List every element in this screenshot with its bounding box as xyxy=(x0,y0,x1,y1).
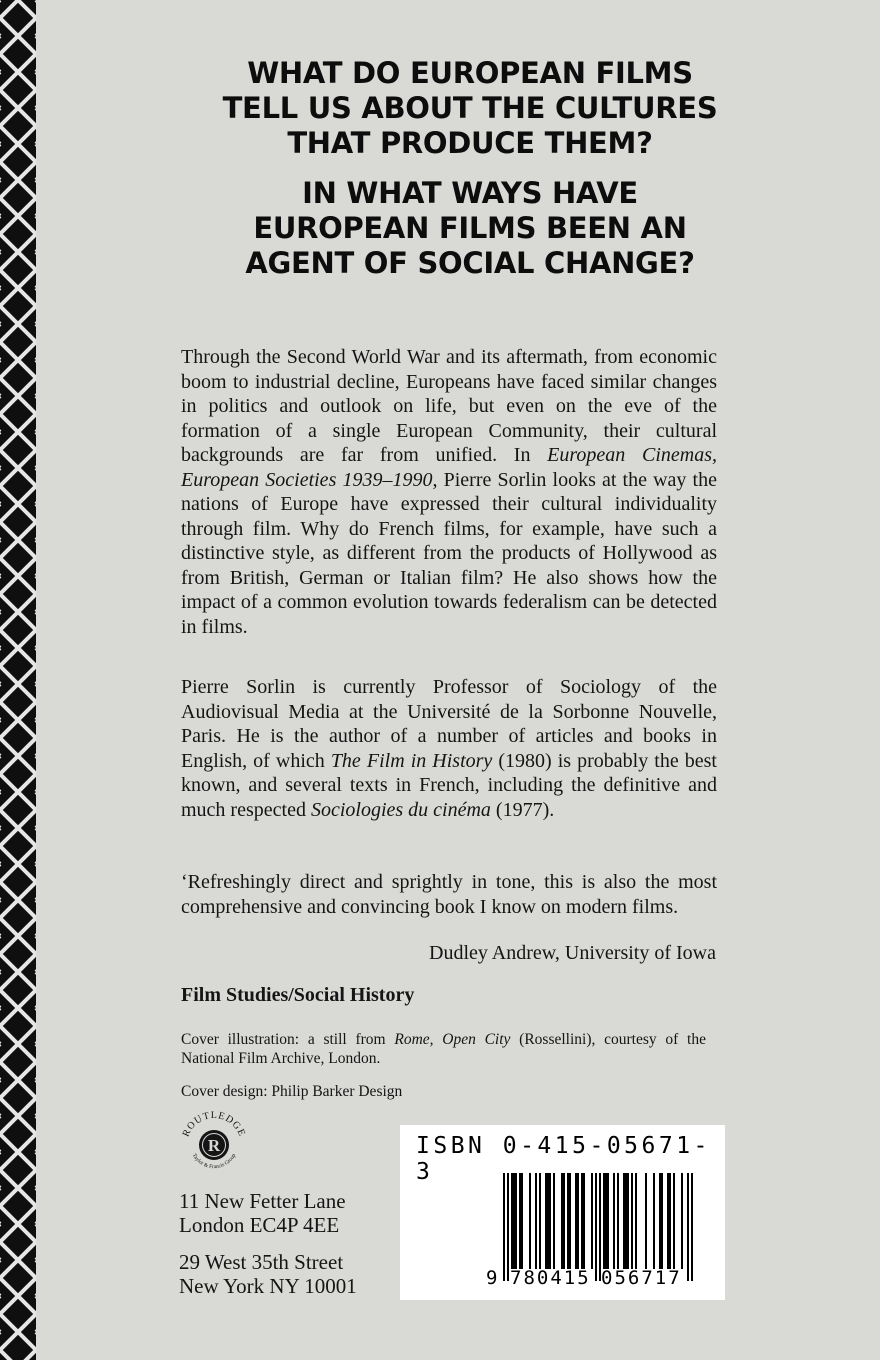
headline-1-line-1: WHAT DO EUROPEAN FILMS xyxy=(247,56,693,90)
barcode-bar xyxy=(687,1173,689,1281)
barcode-bar xyxy=(591,1173,593,1269)
barcode-bar xyxy=(605,1173,607,1269)
barcode-bar xyxy=(567,1173,569,1269)
barcode-bar xyxy=(529,1173,531,1269)
headline-question-1 xyxy=(60,56,880,161)
headline-2-line-2: EUROPEAN FILMS BEEN AN xyxy=(253,211,687,245)
cover-illustration-credit: Cover illustration: a still from Rome, Open City (Rossellini), courtesy of the National Film Archive, London. xyxy=(181,1031,706,1067)
logo-letter: R xyxy=(207,1136,221,1155)
barcode-bar xyxy=(661,1173,663,1269)
routledge-logo xyxy=(174,1105,254,1185)
isbn-label: ISBN 0-415-05671-3 xyxy=(416,1133,711,1185)
barcode-bar xyxy=(607,1173,609,1269)
work-title-sociologies: Sociologies du cinéma xyxy=(310,798,491,821)
barcode-bar xyxy=(503,1173,505,1281)
headline-2-line-1: IN WHAT WAYS HAVE xyxy=(302,176,638,210)
barcode-bar xyxy=(599,1173,601,1281)
barcode-bar xyxy=(511,1173,513,1269)
barcode-bar xyxy=(521,1173,523,1269)
barcode-bar xyxy=(547,1173,549,1269)
barcode-bar xyxy=(577,1173,579,1269)
barcode-bar xyxy=(535,1173,537,1269)
barcode-bar xyxy=(625,1173,627,1269)
barcode-bar xyxy=(623,1173,625,1269)
review-quote: ‘Refreshingly direct and sprightly in tone, this is also the most comprehensive and convincing book I know on modern films. xyxy=(181,871,717,918)
description-paragraph: Through the Second World War and its aftermath, from economic boom to industrial decline, Europeans have faced similar changes in politics and outlook on life, but even on the eve of the formation of a single European Community, their cultural backgrounds are far from unified. In European Cinemas, European Societies 1939–1990, Pierre Sorlin looks at the way the nations of Europe have expressed their cultural individuality through film. Why do French films, for example, have such a distinctive style, as different from the products of Hollywood as from British, German or Italian film? He also shows how the impact of a common evolution towards federalism can be detected in films. xyxy=(181,346,718,638)
barcode-bar xyxy=(539,1173,541,1269)
barcode-bar xyxy=(553,1173,555,1269)
barcode-bar xyxy=(595,1173,597,1281)
barcode-bar xyxy=(669,1173,671,1269)
barcode-bar xyxy=(635,1173,637,1269)
barcode-bar xyxy=(617,1173,619,1269)
logo-text: ROUTLEDGE xyxy=(180,1109,248,1139)
book-title: European Cinemas, European Societies 1939–1990 xyxy=(181,444,718,491)
publisher-address-uk: 11 New Fetter Lane London EC4P 4EE xyxy=(179,1189,346,1237)
subject-category: Film Studies/Social History xyxy=(181,984,415,1006)
barcode-bar xyxy=(515,1173,517,1269)
headline-1-line-3: THAT PRODUCE THEM? xyxy=(287,126,653,160)
barcode-bar xyxy=(653,1173,655,1269)
barcode-bar xyxy=(681,1173,683,1269)
barcode-bar xyxy=(613,1173,615,1269)
barcode-bar xyxy=(581,1173,583,1269)
headline-1-line-2: TELL US ABOUT THE CULTURES xyxy=(222,91,718,125)
barcode-bar xyxy=(549,1173,551,1269)
isbn-barcode-box xyxy=(400,1125,725,1300)
barcode-bar xyxy=(627,1173,629,1269)
barcode-bar xyxy=(631,1173,633,1269)
headline-question-2 xyxy=(60,176,880,281)
barcode-bar xyxy=(667,1173,669,1269)
barcode-bar xyxy=(673,1173,675,1269)
spine-pattern xyxy=(0,0,36,1360)
barcode-bar xyxy=(563,1173,565,1269)
review-attribution: Dudley Andrew, University of Iowa xyxy=(429,942,716,964)
cover-design-credit: Cover design: Philip Barker Design xyxy=(181,1083,403,1100)
barcode-bar xyxy=(659,1173,661,1269)
logo-subtext: Taylor & Francis Group xyxy=(190,1152,238,1171)
barcode-bar xyxy=(561,1173,563,1269)
ean-digits: 9 780415 056717 xyxy=(486,1267,682,1289)
barcode-bar xyxy=(691,1173,693,1281)
barcode-bar xyxy=(575,1173,577,1269)
barcode-bar xyxy=(645,1173,647,1269)
barcode-bar xyxy=(513,1173,515,1269)
barcode-bar xyxy=(603,1173,605,1269)
headline-2-line-3: AGENT OF SOCIAL CHANGE? xyxy=(245,246,695,280)
barcode-bar xyxy=(569,1173,571,1269)
work-title-film-in-history: The Film in History xyxy=(330,749,493,772)
barcode-bar xyxy=(545,1173,547,1269)
barcode-bar xyxy=(583,1173,585,1269)
publisher-address-us: 29 West 35th Street New York NY 10001 xyxy=(179,1250,357,1298)
author-bio-paragraph: Pierre Sorlin is currently Professor of Sociology of the Audiovisual Media at the Université de la Sorbonne Nouvelle, Paris. He is the author of a number of articles and books in English, of which The Film in History (1980) is probably the best known, and several texts in French, including the definitive and much respected Sociologies du cinéma (1977). xyxy=(181,676,717,821)
barcode-bar xyxy=(519,1173,521,1269)
barcode-bar xyxy=(507,1173,509,1281)
